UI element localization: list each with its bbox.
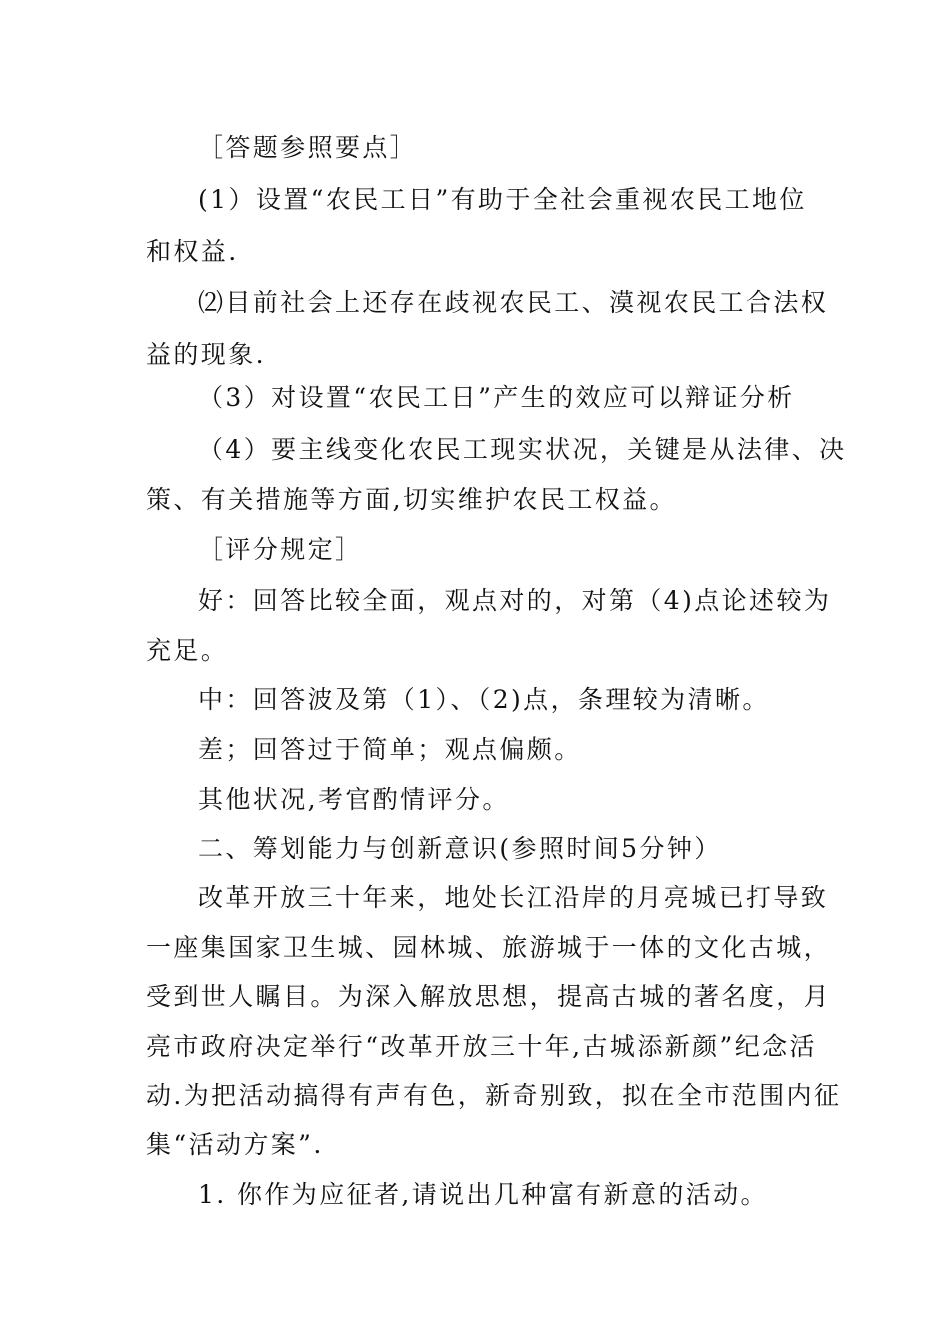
scoring-poor: 差；回答过于简单；观点偏颇。 — [198, 735, 582, 764]
answer-point-2: ⑵目前社会上还存在歧视农民工、漠视农民工合法权 — [198, 288, 829, 317]
scoring-other: 其他状况,考官酌情评分。 — [198, 785, 510, 814]
answer-point-1: (1）设置“农民工日”有助于全社会重视农民工地位 — [198, 185, 807, 214]
scenario-paragraph-line-1: 改革开放三十年来，地处长江沿岸的月亮城已打导致 — [198, 883, 829, 912]
answer-points-heading: ［答题参照要点］ — [198, 133, 418, 162]
scenario-paragraph-line-3: 受到世人瞩目。为深入解放思想，提高古城的著名度，月 — [146, 982, 832, 1011]
answer-point-2-continued: 益的现象. — [146, 340, 266, 369]
question-1: 1. 你作为应征者,请说出几种富有新意的活动。 — [198, 1180, 768, 1209]
scoring-medium: 中：回答波及第（1）、（2)点，条理较为清晰。 — [198, 685, 770, 714]
answer-point-4: （4）要主线变化农民工现实状况，关键是从法律、决 — [198, 435, 847, 464]
scoring-good-continued: 充足。 — [146, 636, 229, 665]
answer-point-1-continued: 和权益. — [146, 237, 239, 266]
scenario-paragraph-line-2: 一座集国家卫生城、园林城、旅游城于一体的文化古城， — [146, 933, 832, 962]
answer-point-4-continued: 策、有关措施等方面,切实维护农民工权益。 — [146, 485, 677, 514]
section-two-heading: 二、筹划能力与创新意识(参照时间5分钟） — [198, 834, 722, 863]
scenario-paragraph-line-4: 亮市政府决定举行“改革开放三十年,古城添新颜”纪念活 — [146, 1032, 817, 1061]
scoring-good: 好：回答比较全面，观点对的，对第（4)点论述较为 — [198, 586, 832, 615]
scenario-paragraph-line-6: 集“活动方案”. — [146, 1130, 324, 1159]
scoring-rules-heading: ［评分规定］ — [198, 535, 363, 564]
answer-point-3: （3）对设置“农民工日”产生的效应可以辩证分析 — [198, 383, 795, 412]
scenario-paragraph-line-5: 动.为把活动搞得有声有色，新奇别致，拟在全市范围内征 — [146, 1081, 842, 1110]
